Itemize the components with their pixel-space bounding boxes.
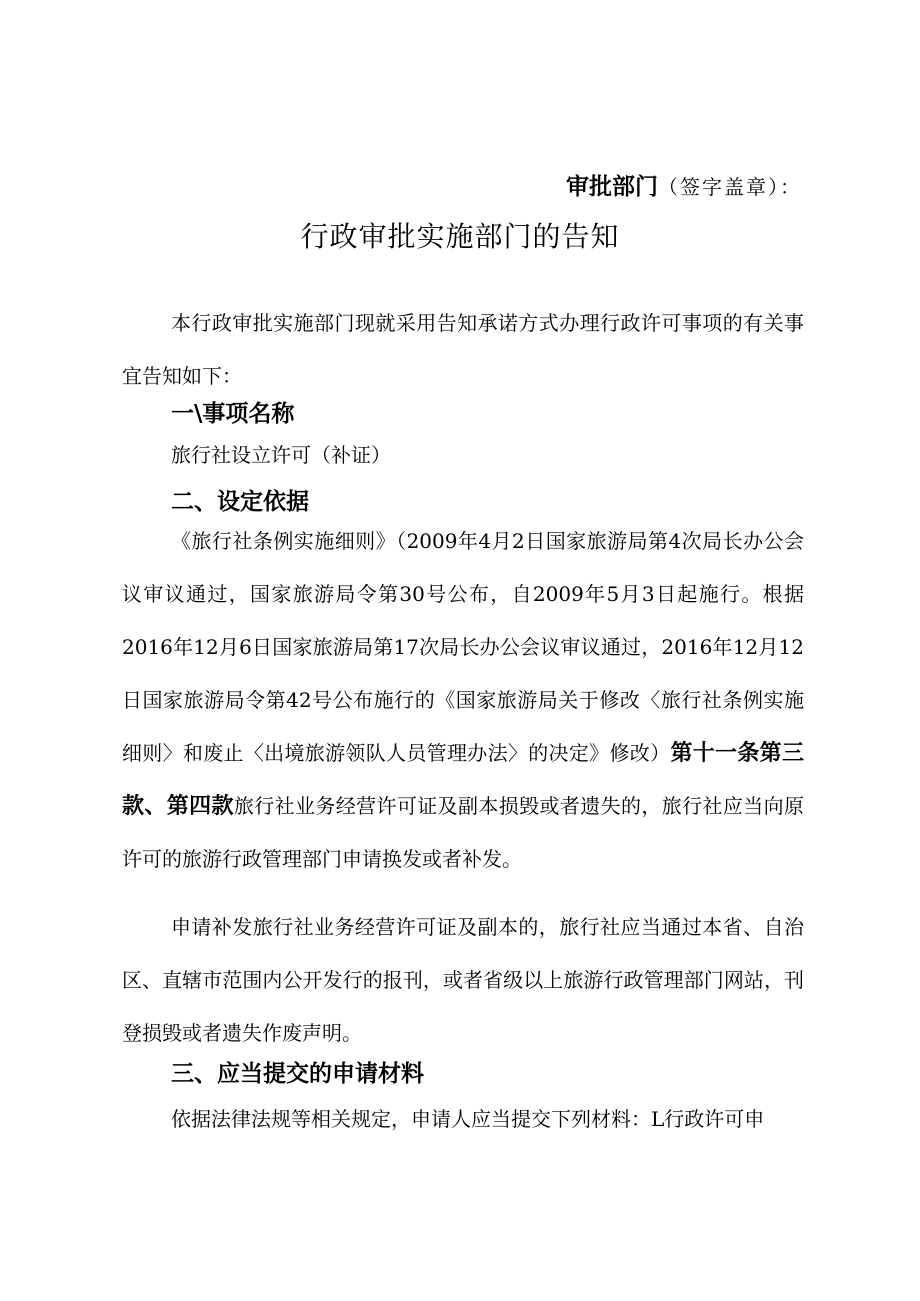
section1-heading: 一\事项名称	[171, 401, 295, 427]
basis-article-bold: 第十一条第三款、第四款	[122, 741, 804, 819]
basis-text-part1: 《旅行社条例实施细则》（2009年4月2日国家旅游局第4次局长办公会议审议通过，国家旅游局令第30号公布，自2009年5月3日起施行。根据2016年12月6日国家旅游局第17次局长办公会议审议通过，2016年12月12日国家旅游局令第42号公布施行的《国家旅游局关于修改〈旅行社条例实施细则〉和废止〈出境旅游领队人员管理办法〉的决定》修改）	[122, 529, 804, 765]
section1-content: 旅行社设立许可（补证）	[171, 443, 391, 467]
section2-heading: 二、设定依据	[171, 489, 309, 515]
section3-heading: 三、应当提交的申请材料	[171, 1061, 424, 1087]
basis-text-part2: 旅行社业务经营许可证及副本损毁或者遗失的，旅行社应当向原许可的旅游行政管理部门申请换发或者补发。	[122, 794, 804, 871]
section2-paragraph-1	[122, 515, 804, 886]
section2-paragraph-2: 申请补发旅行社业务经营许可证及副本的，旅行社应当通过本省、自治区、直辖市范围内公开发行的报刊，或者省级以上旅游行政管理部门网站，刊登损毁或者遗失作废声明。	[122, 915, 804, 1045]
signature-note: （签字盖章）：	[658, 175, 802, 199]
document-title: 行政审批实施部门的告知	[300, 220, 620, 253]
signature-label: 审批部门	[566, 174, 658, 200]
approval-department-signature	[566, 168, 802, 201]
section3-paragraph: 依据法律法规等相关规定，申请人应当提交下列材料：L行政许可申	[171, 1107, 765, 1131]
intro-paragraph: 本行政审批实施部门现就采用告知承诺方式办理行政许可事项的有关事宜告知如下：	[122, 311, 804, 388]
